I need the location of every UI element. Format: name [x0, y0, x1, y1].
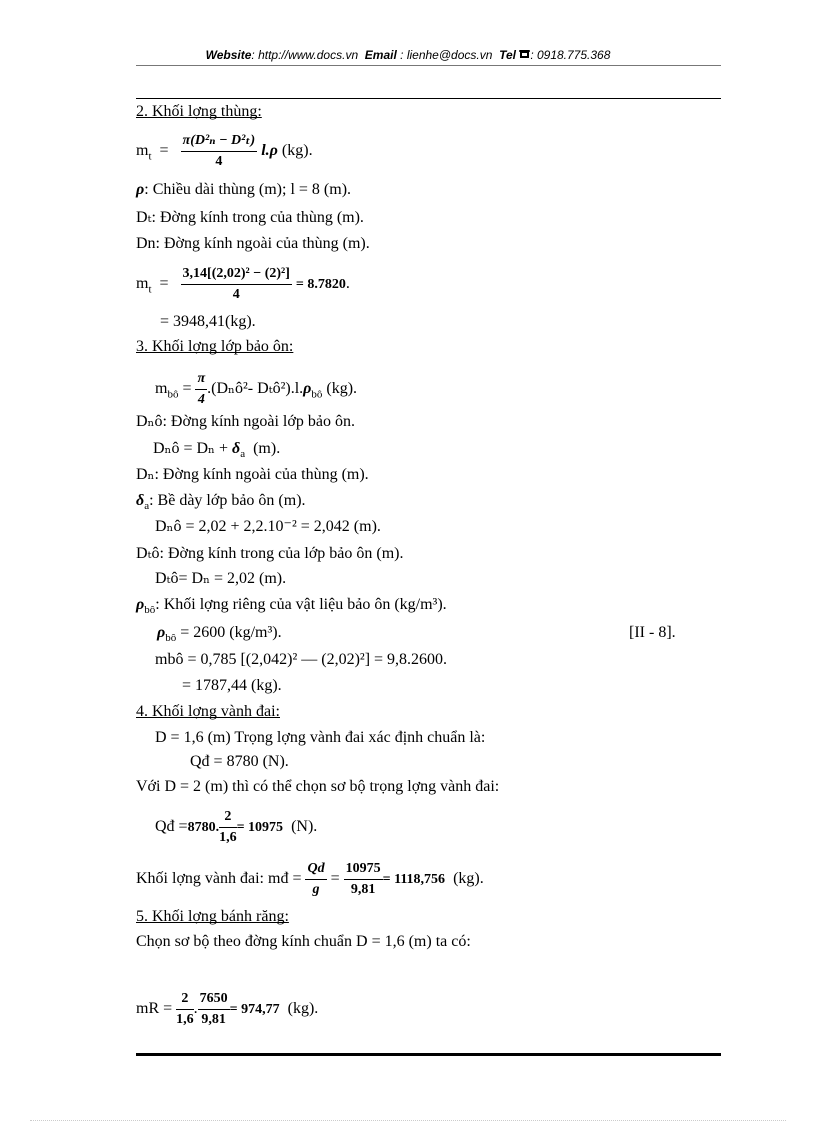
mt-calc: $m_t$ = $\frac{\text{3,14[(2,02)² − (2)²]}}{4}$ = 8.7820.: [136, 266, 350, 302]
fraction-mt: $\frac{\text{π(D²ₙ − D²ₜ)}}{4}$: [182, 133, 256, 169]
phone-icon: [519, 48, 530, 62]
belt-standard: D = 1,6 (m) Trọng lợng vành đai xác định chuẩn là:: [155, 729, 486, 746]
mt-formula: $m_t$ = $\frac{\text{π(D²ₙ − D²ₜ)}}{4}$ l.ρ (kg).: [136, 133, 313, 169]
dno-equation: Dₙô = $D_n + \delta_a$ (m).: [153, 440, 281, 461]
website-value: : http://www.docs.vn: [251, 48, 359, 62]
dno-definition: Dₙô: Đờng kính ngoài lớp bảo ôn.: [136, 413, 355, 430]
section-3-heading: 3. Khối lợng lớp bảo ôn:: [136, 338, 294, 355]
section-2-heading: 2. Khối lợng thùng:: [136, 103, 262, 120]
tel-label: Tel: [499, 48, 516, 62]
header-rule: [136, 65, 721, 66]
mbo-formula: $m_{bô}$ = $\frac{\pi}{4}$ .(Dₙô²- $D_tô^2).l.\rho_{bô}$ (kg).: [155, 371, 358, 407]
page-edge: [30, 1120, 786, 1121]
section-4-heading: 4. Khối lợng vành đai:: [136, 703, 280, 720]
dno-value: Dₙô = 2,02 + 2,2.10⁻² = 2,042 (m).: [155, 518, 381, 535]
belt-choice: Với D = 2 (m) thì có thể chọn sơ bộ trọng lợng vành đai:: [136, 778, 500, 795]
rho-bo-definition: $\rho_{bô}$: Khối lợng riêng của vật liệu bảo ôn (kg/m³).: [136, 596, 447, 617]
email-label: Email: [364, 48, 397, 62]
qd-standard: Qđ = 8780 (N).: [190, 753, 289, 770]
gear-choice: Chọn sơ bộ theo đờng kính chuẩn D = 1,6 (m) ta có:: [136, 933, 471, 950]
fraction-mt-calc: $\frac{\text{3,14[(2,02)² − (2)²]}}{4}$: [182, 266, 290, 302]
page-header: [0, 48, 816, 62]
footer-rule: [136, 1053, 721, 1056]
tel-value: : 0918.775.368: [530, 48, 611, 62]
dn-definition: Dn: Đờng kính ngoài của thùng (m).: [136, 235, 370, 252]
section-5-heading: 5. Khối lợng bánh răng:: [136, 908, 289, 925]
dn-definition-2: Dₙ: Đờng kính ngoài của thùng (m).: [136, 466, 369, 483]
dt-definition: Dₜ: Đờng kính trong của thùng (m).: [136, 209, 364, 226]
belt-mass: Khối lợng vành đai: mđ = $\frac{Qd}{g}$ = $\frac{10975}{9,81}$ = 1118,756 (kg).: [136, 861, 484, 897]
mt-result: = 3948,41(kg).: [160, 313, 256, 330]
qd-calc: Qđ =8780. $\frac{2}{1,6}$ = 10975 (N).: [155, 809, 318, 845]
website-label: Website: [205, 48, 252, 62]
top-rule: [136, 98, 721, 99]
mbo-result: = 1787,44 (kg).: [182, 677, 282, 694]
email-value: : lienhe@docs.vn: [400, 48, 493, 62]
rho-bo-value: $\rho_{bô} = 2600$ (kg/m³).: [157, 624, 282, 645]
dto-value: Dₜô= Dₙ = 2,02 (m).: [155, 570, 287, 587]
dto-definition: Dₜô: Đờng kính trong của lớp bảo ôn (m).: [136, 545, 404, 562]
rho-definition: ρ: Chiều dài thùng (m); l = 8 (m).: [136, 181, 352, 198]
delta-definition: $\delta_a$: Bề dày lớp bảo ôn (m).: [136, 492, 306, 513]
gear-mass: mR = $\frac{2}{1,6}$ . $\frac{7650}{9,81}$ = 974,77 (kg).: [136, 991, 319, 1027]
mbo-calc: mbô = 0,785 [(2,042)² — (2,02)²] = 9,8.2600.: [155, 651, 448, 668]
reference: [II - 8].: [629, 624, 676, 641]
